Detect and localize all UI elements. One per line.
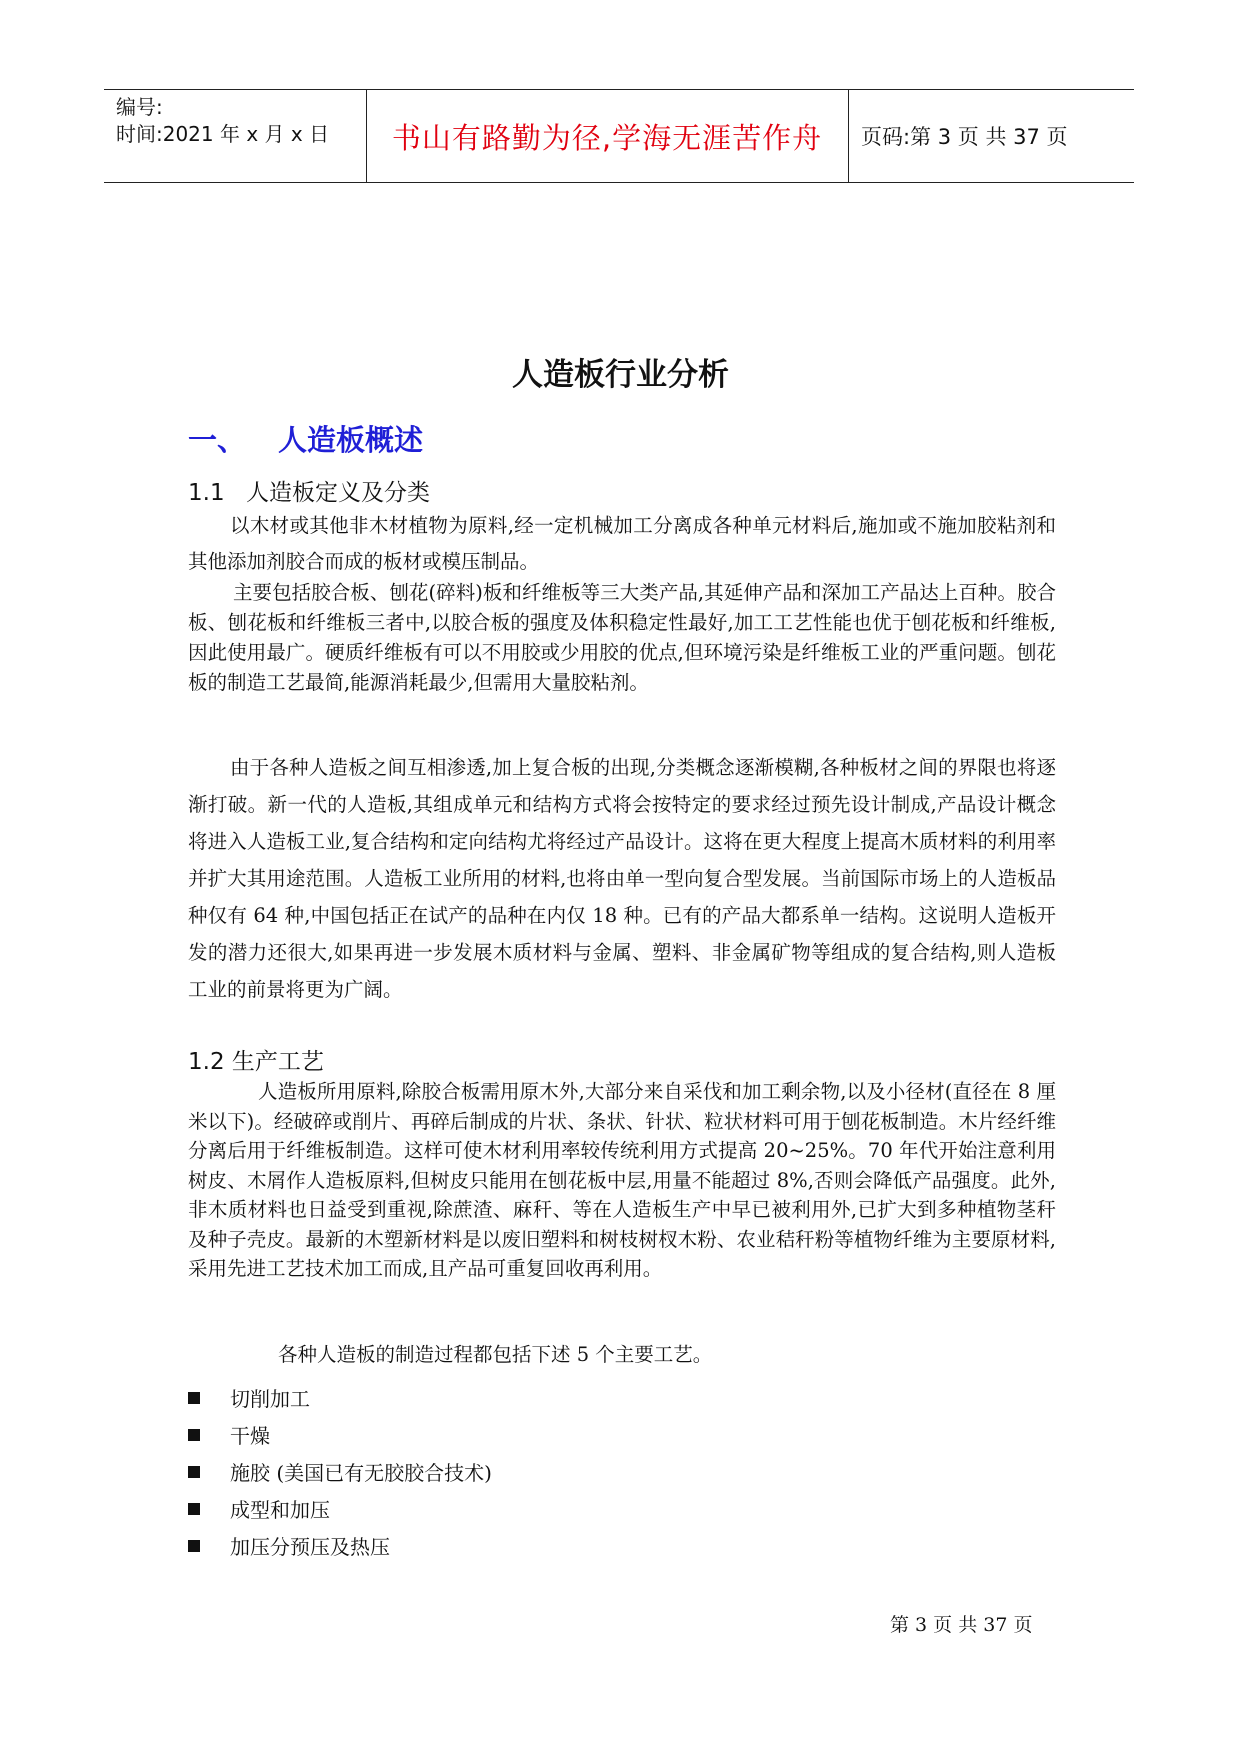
paragraph-definition: 以木材或其他非木材植物为原料,经一定机械加工分离成各种单元材料后,施加或不施加胶粘剂和其他添加剂胶合而成的板材或模压制品。 — [188, 514, 1056, 573]
bullet-square-icon — [188, 1540, 200, 1552]
list-item-text: 切削加工 — [230, 1387, 310, 1411]
bullet-square-icon — [188, 1503, 200, 1515]
list-item-text: 加压分预压及热压 — [230, 1535, 390, 1559]
subsection-title: 人造板定义及分类 — [246, 480, 430, 506]
bullet-square-icon — [188, 1466, 200, 1478]
subsection-number: 1.1 — [188, 480, 225, 506]
subsection-heading: 1.2 生产工艺 — [188, 1049, 324, 1075]
paragraph-raw-materials: 人造板所用原料,除胶合板需用原木外,大部分来自采伐和加工剩余物,以及小径材(直径在 8 厘米以下)。经破碎或削片、再碎后制成的片状、条状、针状、粒状材料可用于刨花板制造。木片经纤维分离后用于纤维板制造。这样可使木材利用率较传统利用方式提高 20~25%。70 年代开始注意利用树皮、木屑作人造板原料,但树皮只能用在刨花板中层,用量不能超过 8%,否则会降低产品强度。此外,非木质材料也日益受到重视,除蔗渣、麻秆、等在人造板生产中早已被利用外,已扩大到多种植物茎秆及种子壳皮。最新的木塑新材料是以废旧塑料和树枝树杈木粉、农业秸秆粉等植物纤维为主要原材料,采用先进工艺技术加工而成,且产品可重复回收再利用。 — [188, 1080, 1056, 1280]
subsection-heading — [188, 474, 430, 507]
header-divider — [848, 90, 849, 182]
list-item — [188, 1453, 492, 1490]
list-item — [188, 1416, 492, 1453]
paragraph-process-intro: 各种人造板的制造过程都包括下述 5 个主要工艺。 — [278, 1343, 713, 1366]
page-footer: 第 3 页 共 37 页 — [890, 1614, 1033, 1636]
document-title: 人造板行业分析 — [512, 357, 729, 393]
list-item-text: 成型和加压 — [230, 1498, 330, 1522]
header-page-info: 页码:第 3 页 共 37 页 — [861, 125, 1068, 149]
bullet-square-icon — [188, 1392, 200, 1404]
header-left — [116, 94, 329, 148]
header-date: 时间:2021 年 x 月 x 日 — [116, 122, 330, 146]
section-title: 人造板概述 — [278, 423, 424, 457]
paragraph-categories: 主要包括胶合板、刨花(碎料)板和纤维板等三大类产品,其延伸产品和深加工产品达上百种。胶合板、刨花板和纤维板三者中,以胶合板的强度及体积稳定性最好,加工工艺性能也优于刨花板和纤维板,因此使用最广。硬质纤维板有可以不用胶或少用胶的优点,但环境污染是纤维板工业的严重问题。刨花板的制造工艺最简,能源消耗最少,但需用大量胶粘剂。 — [188, 581, 1056, 694]
header-motto: 书山有路勤为径,学海无涯苦作舟 — [391, 120, 823, 155]
paragraph-development: 由于各种人造板之间互相渗透,加上复合板的出现,分类概念逐渐模糊,各种板材之间的界限也将逐渐打破。新一代的人造板,其组成单元和结构方式将会按特定的要求经过预先设计制成,产品设计概念将进入人造板工业,复合结构和定向结构尤将经过产品设计。这将在更大程度上提高木质材料的利用率并扩大其用途范围。人造板工业所用的材料,也将由单一型向复合型发展。当前国际市场上的人造板品种仅有 64 种,中国包括正在试产的品种在内仅 18 种。已有的产品大都系单一结构。这说明人造板开发的潜力还很大,如果再进一步发展木质材料与金属、塑料、非金属矿物等组成的复合结构,则人造板工业的前景将更为广阔。 — [188, 756, 1056, 1001]
section-heading — [188, 418, 423, 459]
header-table — [104, 89, 1134, 183]
section-number: 一、 — [188, 423, 247, 457]
bullet-square-icon — [188, 1429, 200, 1441]
list-item-text: 施胶 (美国已有无胶胶合技术) — [230, 1461, 492, 1485]
list-item-text: 干燥 — [230, 1424, 270, 1448]
list-item — [188, 1490, 492, 1527]
process-list — [188, 1379, 492, 1564]
header-serial-label: 编号: — [116, 95, 163, 119]
list-item — [188, 1527, 492, 1564]
list-item — [188, 1379, 492, 1416]
